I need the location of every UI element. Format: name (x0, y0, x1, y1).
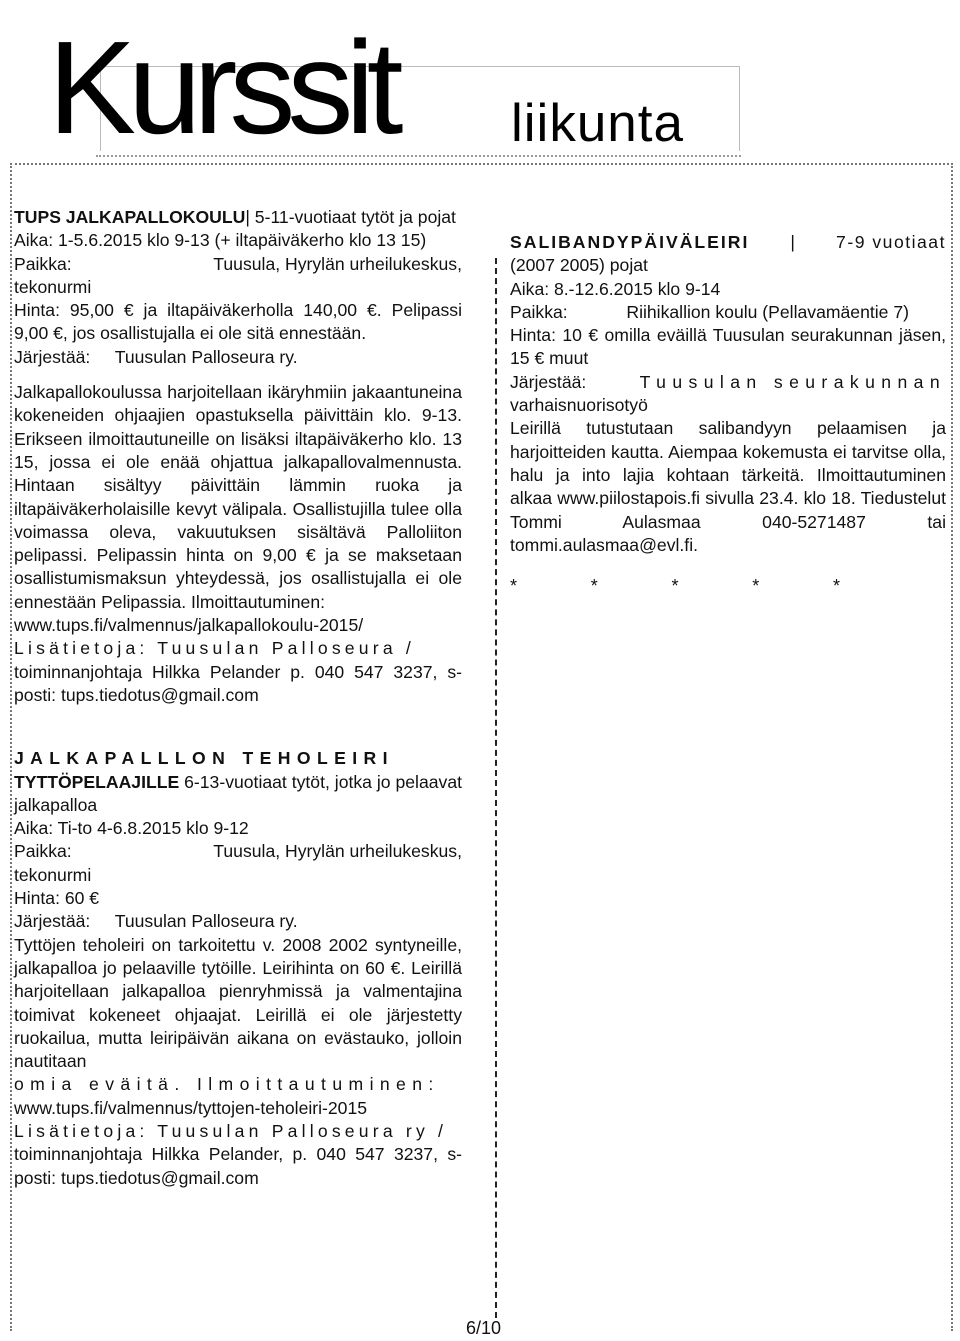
course-place-detail: tekonurmi (14, 864, 92, 885)
course-registration: omia eväitä. Ilmoittautuminen: (14, 1074, 440, 1095)
frame-border-right (951, 163, 953, 1331)
star: * (590, 576, 598, 597)
frame-border-left (10, 163, 12, 1331)
star: * (510, 576, 518, 597)
course-place-detail: tekonurmi (14, 276, 92, 297)
course-heading (14, 206, 462, 229)
course-place (14, 840, 462, 863)
header-rule (96, 155, 741, 157)
course-heading (14, 771, 462, 818)
organizer-value: Tuusulan seurakunnan (639, 371, 946, 392)
course-description: Leirillä tutustutaan salibandyyn pelaamisen ja harjoitteiden kautta. Aiempaa kokemusta ei tarvitse olla, halu ja into lajia kohtaan tärkeitä. Ilmoittautuminen alkaa www.piilostapois.fi sivulla 23.4. klo 18. Tiedustelut Tommi Aulasmaa 040-5271487 tai tommi.aulasmaa@evl.fi. (510, 418, 946, 555)
separator: | (790, 232, 795, 252)
course-title: TUPS JALKAPALLOKOULU (14, 207, 246, 227)
course-heading (510, 231, 946, 254)
spacer (510, 557, 946, 569)
place-label: Paikka: (510, 301, 568, 322)
course-description: Jalkapallokoulussa harjoitellaan ikäryhmiin jakaantuneina kokeneiden ohjaajien opastuksella päivittäin klo. 9-13. Erikseen ilmoittautuneille on lisäksi iltapäiväkerho klo. 13 15, jossa ei ole enää ohjattua jalkapallovalmennusta. Hintaan sisältyy päivittäin lämmin ruoka ja iltapäiväkerholaisille kevyt välipala. Osallistujilla tulee olla voimassa oleva, vakuutuksen sisältävä Palloliiton pelipassi. Pelipassin hinta on 9,00 € ja se maksetaan osallistumismaksun yhteydessä, jos osallistujalla ei ole ennestään Pelipassia. Ilmoittautuminen: (14, 382, 462, 612)
separator-stars (510, 575, 840, 598)
organizer-label: Järjestää: (14, 911, 91, 932)
course-url: www.tups.fi/valmennus/jalkapallokoulu-2015/ (14, 615, 364, 636)
course-title-line2: TYTTÖPELAAJILLE (14, 771, 180, 792)
page-number: 6/10 (466, 1318, 502, 1338)
separator: | (245, 207, 250, 227)
course-organizer (14, 346, 462, 369)
course-teholeiri (14, 747, 462, 1190)
course-place (14, 253, 462, 276)
course-description: Tyttöjen teholeiri on tarkoitettu v. 2008 2002 syntyneille, jalkapalloa jo pelaaville tytöille. Leirihinta on 60 €. Leirillä harjoitellaan jalkapalloa pienryhmissä ja valmentajina toimivat kokeneet ohjaajat. Leirillä ei ole järjestetty ruokailua, mutta leiripäivän aikana on evästauko, jolloin nautitaan (14, 934, 462, 1072)
course-contact: toiminnanjohtaja Hilkka Pelander, p. 040 547 3237, s-posti: tups.tiedotus@gmail.com (14, 1144, 462, 1188)
star: * (671, 576, 679, 597)
course-info: Lisätietoja: Tuusulan Palloseura ry / (14, 1120, 448, 1141)
column-divider (495, 258, 497, 1318)
page-subtitle: liikunta (511, 94, 684, 153)
course-time: Aika: Ti-to 4-6.8.2015 klo 9-12 (14, 818, 249, 839)
place-label: Paikka: (14, 253, 72, 274)
course-place (510, 301, 946, 324)
course-age: 7-9 vuotiaat (836, 232, 946, 252)
course-age-detail: (2007 2005) pojat (510, 255, 648, 276)
place-value: Tuusula, Hyrylän urheilukeskus, (213, 253, 462, 274)
course-age: 6-13-vuotiaat tytöt, jotka jo pelaavat jalkapalloa (14, 771, 462, 815)
organizer-label: Järjestää: (510, 371, 587, 392)
course-url: www.tups.fi/valmennus/tyttojen-teholeiri-2015 (14, 1097, 368, 1118)
page-header (0, 0, 960, 160)
organizer-label: Järjestää: (14, 346, 91, 367)
left-column (14, 206, 462, 1190)
course-contact: toiminnanjohtaja Hilkka Pelander p. 040 547 3237, s-posti: tups.tiedotus@gmail.com (14, 661, 462, 705)
course-price: Hinta: 10 € omilla eväillä Tuusulan seurakunnan jäsen, 15 € muut (510, 325, 946, 369)
frame-border-top (10, 163, 953, 165)
course-price: Hinta: 60 € (14, 888, 100, 909)
star: * (832, 576, 840, 597)
place-value: Riihikallion koulu (Pellavamäentie 7) (626, 301, 909, 322)
page-title: Kurssit (48, 14, 396, 161)
course-age: 5-11-vuotiaat tytöt ja pojat (249, 207, 456, 227)
place-label: Paikka: (14, 841, 72, 862)
organizer-value: Tuusulan Palloseura ry. (114, 911, 298, 932)
course-price: Hinta: 95,00 € ja iltapäiväkerholla 140,00 €. Pelipassi 9,00 €, jos osallistujalla ei ole sitä ennestään. (14, 300, 462, 344)
course-organizer (510, 371, 946, 394)
spacer (14, 727, 462, 747)
course-info: Lisätietoja: Tuusulan Palloseura / (14, 638, 416, 659)
course-title: JALKAPALLLON TEHOLEIRI (14, 748, 394, 769)
right-column (510, 231, 946, 598)
place-value: Tuusula, Hyrylän urheilukeskus, (213, 841, 462, 862)
course-title: SALIBANDYPÄIVÄLEIRI (510, 232, 750, 252)
course-jalkapallokoulu (14, 206, 462, 707)
organizer-value: Tuusulan Palloseura ry. (114, 346, 298, 367)
course-salibandy (510, 231, 946, 598)
spacer (14, 707, 462, 727)
spacer (14, 369, 462, 381)
course-time: Aika: 1-5.6.2015 klo 9-13 (+ iltapäiväkerho klo 13 15) (14, 230, 427, 251)
course-organizer (14, 910, 462, 933)
course-time: Aika: 8.-12.6.2015 klo 9-14 (510, 278, 721, 299)
star: * (752, 576, 760, 597)
organizer-detail: varhaisnuorisotyö (510, 395, 648, 416)
